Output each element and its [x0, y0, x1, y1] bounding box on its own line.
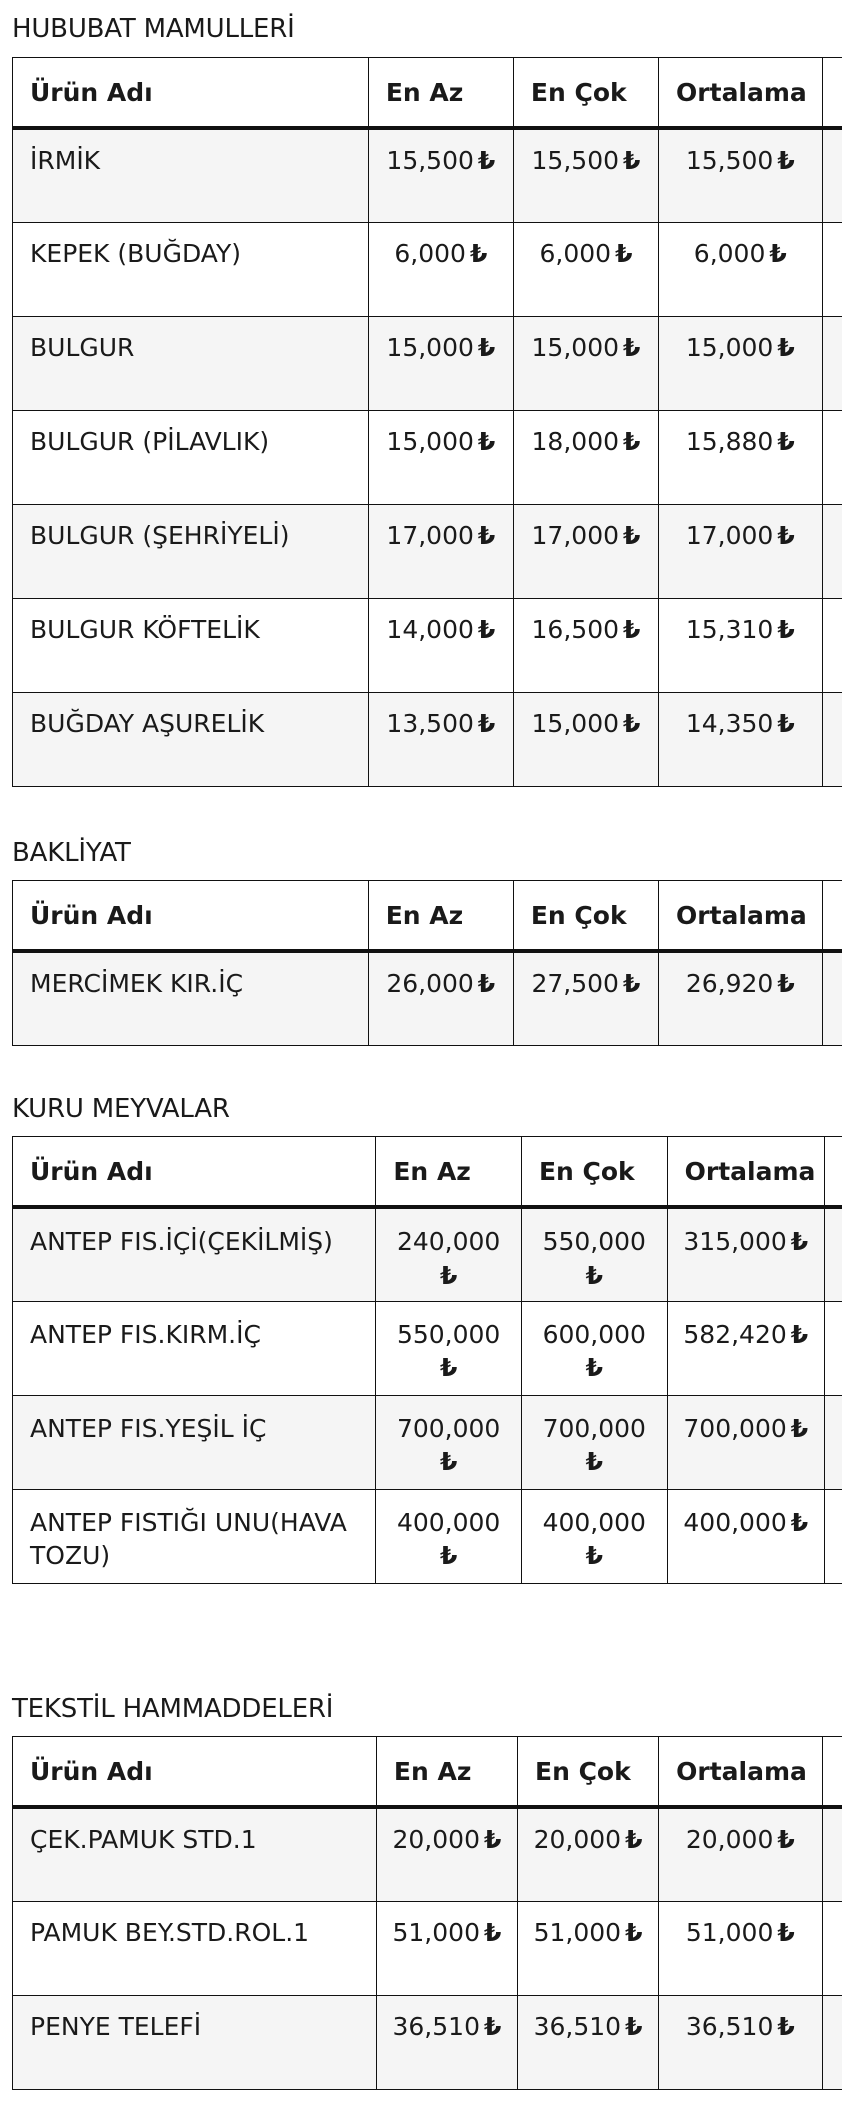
- product-name-cell: BULGUR: [13, 316, 369, 410]
- price-table-bakliyat: [12, 880, 842, 1046]
- lira-currency-icon: ₺: [625, 1917, 643, 1947]
- header-extra: [824, 1137, 842, 1208]
- lira-currency-icon: ₺: [477, 426, 496, 456]
- table-header-row: [13, 881, 842, 952]
- table-row: [13, 1489, 842, 1583]
- price-value: 14,350: [685, 708, 774, 738]
- price-avg-cell: [667, 1301, 824, 1395]
- price-value: 15,500: [531, 146, 620, 175]
- price-min-cell: [376, 1395, 522, 1489]
- price-value: 400,000: [542, 1507, 646, 1537]
- lira-currency-icon: ₺: [483, 1825, 502, 1854]
- extra-cell: [822, 598, 842, 692]
- lira-currency-icon: ₺: [777, 969, 795, 998]
- header-max: En Çok: [513, 881, 658, 952]
- price-table-tekstil: [12, 1736, 842, 2090]
- table-row: [13, 1901, 842, 1995]
- price-avg-cell: [659, 1995, 822, 2089]
- product-name-cell: MERCİMEK KIR.İÇ: [13, 951, 369, 1045]
- price-max-cell: [513, 598, 658, 692]
- lira-currency-icon: ₺: [790, 1319, 809, 1349]
- lira-currency-icon: ₺: [623, 146, 641, 175]
- price-value: 16,500: [531, 614, 620, 644]
- extra-cell: [824, 1301, 842, 1395]
- extra-cell: [824, 1489, 842, 1583]
- price-min-cell: [368, 504, 513, 598]
- product-name-cell: ÇEK.PAMUK STD.1: [13, 1807, 377, 1901]
- price-value: 13,500: [386, 708, 474, 738]
- product-name-cell: ANTEP FIS.İÇİ(ÇEKİLMİŞ): [13, 1207, 376, 1301]
- price-avg-cell: [659, 1901, 822, 1995]
- header-product-name: Ürün Adı: [13, 1737, 377, 1808]
- price-value: 15,500: [386, 146, 474, 175]
- price-value: 550,000: [542, 1227, 646, 1256]
- table-header-row: [13, 58, 842, 129]
- header-min: En Az: [368, 881, 513, 952]
- price-min-cell: [376, 1901, 517, 1995]
- price-min-cell: [368, 598, 513, 692]
- lira-currency-icon: ₺: [585, 1353, 603, 1383]
- price-min-cell: [376, 1807, 517, 1901]
- price-table-kuru-meyvalar: [12, 1136, 842, 1584]
- table-row: [13, 1995, 842, 2089]
- table-row: [13, 598, 842, 692]
- price-value: 15,000: [386, 332, 474, 362]
- section-title-hububat: HUBUBAT MAMULLERİ: [12, 14, 295, 44]
- table-row: [13, 951, 842, 1045]
- header-extra: [822, 58, 842, 129]
- lira-currency-icon: ₺: [623, 332, 641, 362]
- price-value: 15,000: [531, 708, 620, 738]
- product-name-cell: ANTEP FIS.KIRM.İÇ: [13, 1301, 376, 1395]
- price-value: 15,500: [685, 146, 774, 175]
- table-row: [13, 504, 842, 598]
- product-name-cell: BULGUR KÖFTELİK: [13, 598, 369, 692]
- header-avg: Ortalama: [659, 58, 823, 129]
- price-min-cell: [376, 1489, 522, 1583]
- extra-cell: [824, 1207, 842, 1301]
- header-avg: Ortalama: [659, 1737, 822, 1808]
- price-value: 15,000: [531, 332, 620, 362]
- price-value: 6,000: [394, 238, 466, 268]
- lira-currency-icon: ₺: [477, 332, 496, 362]
- price-avg-cell: [659, 598, 823, 692]
- price-avg-cell: [659, 504, 823, 598]
- header-extra: [822, 1737, 842, 1808]
- header-extra: [822, 881, 842, 952]
- lira-currency-icon: ₺: [623, 614, 641, 644]
- price-min-cell: [368, 951, 513, 1045]
- table-row: [13, 1207, 842, 1301]
- price-value: 240,000: [396, 1227, 501, 1256]
- section-title-tekstil: TEKSTİL HAMMADDELERİ: [12, 1694, 334, 1724]
- price-avg-cell: [659, 1807, 822, 1901]
- price-value: 700,000: [683, 1413, 787, 1443]
- lira-currency-icon: ₺: [439, 1541, 458, 1571]
- extra-cell: [822, 410, 842, 504]
- lira-currency-icon: ₺: [477, 614, 496, 644]
- lira-currency-icon: ₺: [777, 332, 795, 362]
- lira-currency-icon: ₺: [777, 146, 795, 175]
- price-value: 315,000: [683, 1227, 787, 1256]
- price-avg-cell: [667, 1395, 824, 1489]
- price-max-cell: [513, 128, 658, 222]
- price-value: 6,000: [539, 238, 612, 268]
- lira-currency-icon: ₺: [585, 1260, 603, 1290]
- price-avg-cell: [659, 951, 823, 1045]
- price-value: 17,000: [685, 520, 774, 550]
- table-row: [13, 692, 842, 786]
- header-min: En Az: [376, 1737, 517, 1808]
- price-avg-cell: [659, 316, 823, 410]
- price-value: 582,420: [683, 1319, 787, 1349]
- lira-currency-icon: ₺: [477, 146, 496, 175]
- header-max: En Çok: [518, 1737, 659, 1808]
- lira-currency-icon: ₺: [790, 1413, 809, 1443]
- price-value: 400,000: [396, 1507, 501, 1537]
- price-min-cell: [368, 128, 513, 222]
- lira-currency-icon: ₺: [585, 1541, 603, 1571]
- extra-cell: [822, 1807, 842, 1901]
- price-max-cell: [518, 1901, 659, 1995]
- price-value: 27,500: [531, 969, 619, 998]
- product-name-cell: PENYE TELEFİ: [13, 1995, 377, 2089]
- price-value: 15,000: [386, 426, 474, 456]
- lira-currency-icon: ₺: [769, 238, 787, 268]
- price-value: 550,000: [396, 1319, 501, 1349]
- table-row: [13, 1807, 842, 1901]
- price-value: 400,000: [683, 1507, 787, 1537]
- price-avg-cell: [659, 692, 823, 786]
- lira-currency-icon: ₺: [623, 426, 641, 456]
- price-table-hububat: [12, 57, 842, 787]
- price-min-cell: [376, 1301, 522, 1395]
- price-min-cell: [376, 1995, 517, 2089]
- lira-currency-icon: ₺: [777, 614, 795, 644]
- section-title-bakliyat: BAKLİYAT: [12, 838, 131, 868]
- lira-currency-icon: ₺: [790, 1507, 809, 1537]
- lira-currency-icon: ₺: [483, 2011, 502, 2041]
- price-min-cell: [376, 1207, 522, 1301]
- lira-currency-icon: ₺: [777, 2011, 795, 2041]
- price-max-cell: [521, 1207, 667, 1301]
- price-max-cell: [518, 1807, 659, 1901]
- price-avg-cell: [659, 222, 823, 316]
- price-max-cell: [513, 504, 658, 598]
- lira-currency-icon: ₺: [483, 1917, 502, 1947]
- product-name-cell: KEPEK (BUĞDAY): [13, 222, 369, 316]
- lira-currency-icon: ₺: [777, 708, 795, 738]
- lira-currency-icon: ₺: [625, 1825, 643, 1854]
- price-value: 20,000: [685, 1825, 774, 1854]
- price-value: 51,000: [685, 1917, 774, 1947]
- price-min-cell: [368, 410, 513, 504]
- product-name-cell: BUĞDAY AŞURELİK: [13, 692, 369, 786]
- price-value: 20,000: [533, 1825, 622, 1854]
- price-value: 36,510: [533, 2011, 622, 2041]
- price-max-cell: [513, 222, 658, 316]
- lira-currency-icon: ₺: [477, 708, 496, 738]
- extra-cell: [822, 128, 842, 222]
- header-min: En Az: [368, 58, 513, 129]
- header-product-name: Ürün Adı: [13, 881, 369, 952]
- extra-cell: [822, 1901, 842, 1995]
- lira-currency-icon: ₺: [623, 708, 641, 738]
- product-name-cell: BULGUR (ŞEHRİYELİ): [13, 504, 369, 598]
- product-name-cell: İRMİK: [13, 128, 369, 222]
- table-row: [13, 222, 842, 316]
- lira-currency-icon: ₺: [615, 238, 633, 268]
- price-max-cell: [521, 1301, 667, 1395]
- price-value: 15,880: [685, 426, 774, 456]
- price-value: 15,310: [685, 614, 774, 644]
- lira-currency-icon: ₺: [777, 520, 795, 550]
- section-title-kuru-meyvalar: KURU MEYVALAR: [12, 1094, 230, 1124]
- price-avg-cell: [667, 1207, 824, 1301]
- header-min: En Az: [376, 1137, 522, 1208]
- table-row: [13, 1395, 842, 1489]
- price-max-cell: [513, 316, 658, 410]
- extra-cell: [822, 316, 842, 410]
- product-name-cell: PAMUK BEY.STD.ROL.1: [13, 1901, 377, 1995]
- lira-currency-icon: ₺: [477, 520, 496, 550]
- price-value: 51,000: [533, 1917, 622, 1947]
- lira-currency-icon: ₺: [623, 520, 641, 550]
- product-name-cell: BULGUR (PİLAVLIK): [13, 410, 369, 504]
- lira-currency-icon: ₺: [585, 1447, 603, 1477]
- extra-cell: [822, 951, 842, 1045]
- price-value: 700,000: [396, 1413, 501, 1443]
- price-max-cell: [513, 692, 658, 786]
- header-max: En Çok: [513, 58, 658, 129]
- price-max-cell: [521, 1395, 667, 1489]
- lira-currency-icon: ₺: [625, 2011, 643, 2041]
- extra-cell: [824, 1395, 842, 1489]
- price-min-cell: [368, 316, 513, 410]
- lira-currency-icon: ₺: [777, 1825, 795, 1854]
- price-value: 51,000: [392, 1917, 480, 1947]
- price-value: 26,000: [386, 969, 474, 998]
- price-value: 600,000: [542, 1319, 646, 1349]
- lira-currency-icon: ₺: [477, 969, 496, 998]
- table-header-row: [13, 1737, 842, 1808]
- header-avg: Ortalama: [667, 1137, 824, 1208]
- product-name-cell: ANTEP FIS.YEŞİL İÇ: [13, 1395, 376, 1489]
- price-value: 17,000: [531, 520, 620, 550]
- table-row: [13, 128, 842, 222]
- table-row: [13, 316, 842, 410]
- lira-currency-icon: ₺: [439, 1260, 458, 1290]
- table-header-row: [13, 1137, 842, 1208]
- price-avg-cell: [659, 410, 823, 504]
- price-max-cell: [513, 410, 658, 504]
- header-product-name: Ürün Adı: [13, 58, 369, 129]
- price-value: 26,920: [685, 969, 774, 998]
- header-avg: Ortalama: [659, 881, 823, 952]
- lira-currency-icon: ₺: [622, 969, 641, 998]
- extra-cell: [822, 692, 842, 786]
- product-name-cell: ANTEP FISTIĞI UNU(HAVA TOZU): [13, 1489, 376, 1583]
- price-value: 700,000: [542, 1413, 646, 1443]
- price-value: 36,510: [685, 2011, 774, 2041]
- extra-cell: [822, 222, 842, 316]
- price-min-cell: [368, 222, 513, 316]
- extra-cell: [822, 1995, 842, 2089]
- price-value: 15,000: [685, 332, 774, 362]
- price-value: 20,000: [392, 1825, 480, 1854]
- price-avg-cell: [667, 1489, 824, 1583]
- lira-currency-icon: ₺: [777, 1917, 795, 1947]
- lira-currency-icon: ₺: [469, 238, 488, 268]
- header-max: En Çok: [521, 1137, 667, 1208]
- price-value: 14,000: [386, 614, 474, 644]
- lira-currency-icon: ₺: [777, 426, 795, 456]
- lira-currency-icon: ₺: [439, 1447, 458, 1477]
- price-value: 6,000: [693, 238, 766, 268]
- price-min-cell: [368, 692, 513, 786]
- table-row: [13, 410, 842, 504]
- lira-currency-icon: ₺: [790, 1227, 809, 1256]
- extra-cell: [822, 504, 842, 598]
- price-value: 18,000: [531, 426, 620, 456]
- price-max-cell: [513, 951, 658, 1045]
- price-avg-cell: [659, 128, 823, 222]
- price-max-cell: [518, 1995, 659, 2089]
- lira-currency-icon: ₺: [439, 1353, 458, 1383]
- table-row: [13, 1301, 842, 1395]
- price-value: 17,000: [386, 520, 474, 550]
- price-max-cell: [521, 1489, 667, 1583]
- header-product-name: Ürün Adı: [13, 1137, 376, 1208]
- price-value: 36,510: [392, 2011, 480, 2041]
